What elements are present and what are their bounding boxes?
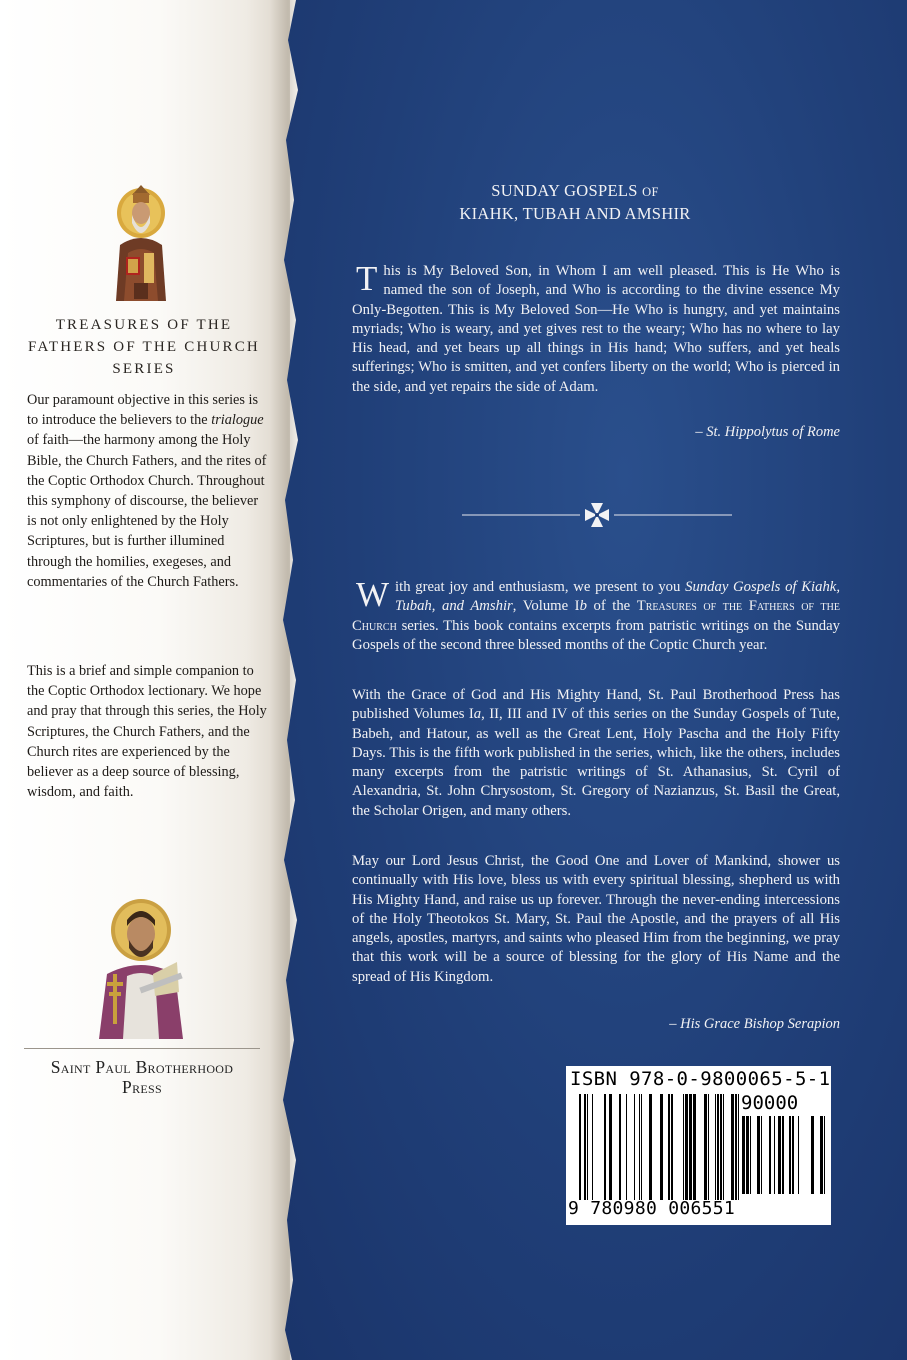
intro-paragraph bbox=[352, 575, 840, 655]
intro-d: series. This book contains excerpts from patristic writings on the Sunday Gospels of the second three blessed months of the Coptic Church year. bbox=[352, 617, 840, 653]
barcode-bar bbox=[720, 1094, 722, 1200]
barcode-bar bbox=[668, 1094, 670, 1200]
barcode-bar bbox=[685, 1094, 688, 1200]
barcode-bar bbox=[789, 1116, 791, 1194]
book-title-of: OF bbox=[642, 185, 659, 199]
intro-volume-letter: b bbox=[579, 598, 587, 615]
intro-b: , Volume I bbox=[512, 598, 580, 615]
intro-series-name: Treasures of the Fathers of the Church bbox=[352, 598, 840, 634]
book-title-line-1 bbox=[365, 180, 785, 203]
para1-after: of faith—the harmony among the Holy Bible, the Church Fathers, and the rites of the Coptic Orthodox Church. Throughout this symphony of discourse, the believer is not only enlightened by the Holy Scriptures, but is further illumined through the homilies, exegeses, and commentaries of the Church Fathers. bbox=[27, 432, 267, 590]
barcode-bar bbox=[579, 1094, 581, 1200]
barcode-bar bbox=[683, 1094, 684, 1200]
barcode-bar bbox=[717, 1094, 719, 1200]
barcode-bar bbox=[824, 1116, 825, 1194]
price-code: 90000 bbox=[741, 1092, 799, 1114]
quote-dropcap: T bbox=[356, 259, 378, 298]
barcode-bar bbox=[604, 1094, 606, 1200]
saint-paul-icon bbox=[93, 896, 189, 1039]
volumes-paragraph bbox=[352, 686, 840, 821]
barcode-bar bbox=[619, 1094, 621, 1200]
blessing-paragraph: May our Lord Jesus Christ, the Good One and Lover of Mankind, shower us continually with His love, bless us with every spiritual blessing, shepherd us with His Mighty Hand, and raise us up forever. Through the never-ending intercessions of the Holy Theotokos St. Mary, St. Paul the Apostle, and the prayers of all His angels, apostles, martyrs, and saints who pleased Him from the beginning, we pray that this work will be a source of blessing for the glory of His Name and the spread of His Kingdom. bbox=[352, 853, 840, 985]
series-objective-paragraph bbox=[27, 390, 269, 592]
barcode-bar bbox=[778, 1116, 781, 1194]
barcode-bar bbox=[742, 1116, 745, 1194]
barcode-bar bbox=[782, 1116, 784, 1194]
barcode-bar bbox=[746, 1116, 749, 1194]
barcode-bar bbox=[660, 1094, 663, 1200]
barcode-bar bbox=[723, 1094, 724, 1200]
book-title bbox=[365, 180, 785, 225]
para2-volume-letter: a bbox=[473, 706, 482, 723]
trialogue-term: trialogue bbox=[211, 412, 264, 429]
series-title-line-3: SERIES bbox=[112, 361, 176, 377]
intro-a: ith great joy and enthusiasm, we present to you bbox=[395, 579, 686, 595]
barcode-bar bbox=[798, 1116, 799, 1194]
series-title-line-2: FATHERS OF THE CHURCH bbox=[28, 339, 260, 355]
book-title-line-2: KIAHK, TUBAH AND AMSHIR bbox=[459, 204, 691, 223]
barcode-bar bbox=[735, 1094, 737, 1200]
series-title-line-1: TREASURES OF THE bbox=[55, 317, 233, 333]
barcode-bar bbox=[639, 1094, 640, 1200]
intro-c: of the bbox=[586, 598, 637, 615]
saint-icon-top bbox=[104, 183, 178, 301]
companion-paragraph: This is a brief and simple companion to the Coptic Orthodox lectionary. We hope and pray that through this series, the Holy Scriptures, the Church Fathers, and the Church rites are experienced by the believer as a deep source of blessing, wisdom, and faith. bbox=[27, 663, 267, 801]
intro-dropcap: W bbox=[356, 575, 390, 614]
barcode-bar bbox=[738, 1094, 739, 1200]
barcode-bar bbox=[761, 1116, 762, 1194]
publisher-line-2: Press bbox=[122, 1077, 162, 1097]
quote-text: his is My Beloved Son, in Whom I am well pleased. This is He Who is named the son of Joseph, and Who is according to the divine essence My Only-Begotten. This is My Beloved Son—He Who is hungry, and yet maintains myriads; Who is weary, and yet gives rest to the weary; Who has no where to lay His head, and yet bears up all things in His hand; Who suffers, and yet heals sufferings; Who is smitten, and yet confers liberty on the world; Who is pierced in the side, and yet repairs the side of Adam. bbox=[352, 263, 840, 395]
barcode-bar bbox=[671, 1094, 673, 1200]
barcode-bar bbox=[769, 1116, 771, 1194]
publisher-divider bbox=[24, 1048, 260, 1049]
barcode-bar bbox=[811, 1116, 814, 1194]
barcode-bar bbox=[609, 1094, 612, 1200]
barcode-bar bbox=[649, 1094, 652, 1200]
barcode-bar bbox=[757, 1116, 760, 1194]
addon-bars bbox=[742, 1116, 826, 1194]
publisher-line-1: Saint Paul Brotherhood bbox=[50, 1057, 234, 1077]
barcode-bar bbox=[689, 1094, 692, 1200]
barcode-bar bbox=[750, 1116, 751, 1194]
barcode-bar bbox=[626, 1094, 627, 1200]
signature: – His Grace Bishop Serapion bbox=[669, 1016, 840, 1032]
barcode-bar bbox=[774, 1116, 775, 1194]
publisher-name bbox=[18, 1057, 266, 1097]
book-title-main: SUNDAY GOSPELS bbox=[491, 181, 638, 200]
barcode-bar bbox=[715, 1094, 716, 1200]
barcode-bar bbox=[641, 1094, 642, 1200]
barcode-bar bbox=[708, 1094, 709, 1200]
ean-bars bbox=[579, 1094, 739, 1200]
para1-before: Our paramount objective in this series is to introduce the believers to the bbox=[27, 392, 259, 429]
intro-book-title: Sunday Gospels of Kiahk, Tubah, and Amshir bbox=[395, 579, 840, 615]
hippolytus-quote bbox=[352, 259, 840, 397]
barcode-bar bbox=[592, 1094, 593, 1200]
series-title bbox=[24, 314, 264, 380]
isbn-number: ISBN 978-0-9800065-5-1 bbox=[570, 1068, 831, 1090]
ean-digits: 9 780980 006551 bbox=[568, 1198, 736, 1219]
barcode-bar bbox=[704, 1094, 707, 1200]
quote-attribution: – St. Hippolytus of Rome bbox=[695, 424, 840, 440]
barcode-bar bbox=[634, 1094, 635, 1200]
barcode-bar bbox=[792, 1116, 794, 1194]
barcode-bar bbox=[820, 1116, 823, 1194]
barcode-bar bbox=[584, 1094, 586, 1200]
barcode-bar bbox=[731, 1094, 734, 1200]
para2-b: , II, III and IV of this series on the Sunday Gospels of Tute, Babeh, and Hatour, as well as the Great Lent, Holy Pascha and the Holy Fifty Days. This is the fifth work published in the series, which, like the others, includes many excerpts from the patristic writings of St. Athanasius, St. Cyril of Alexandria, St. John Chrysostom, St. Gregory of Nazianzus, St. Basil the Great, the Scholar Origen, and many others. bbox=[352, 706, 840, 819]
para2-a: With the Grace of God and His Mighty Hand, St. Paul Brotherhood Press has published Volumes I bbox=[352, 687, 840, 723]
cross-divider-icon bbox=[462, 500, 732, 530]
barcode-bar bbox=[587, 1094, 588, 1200]
isbn-barcode bbox=[566, 1066, 831, 1225]
barcode-bar bbox=[693, 1094, 696, 1200]
